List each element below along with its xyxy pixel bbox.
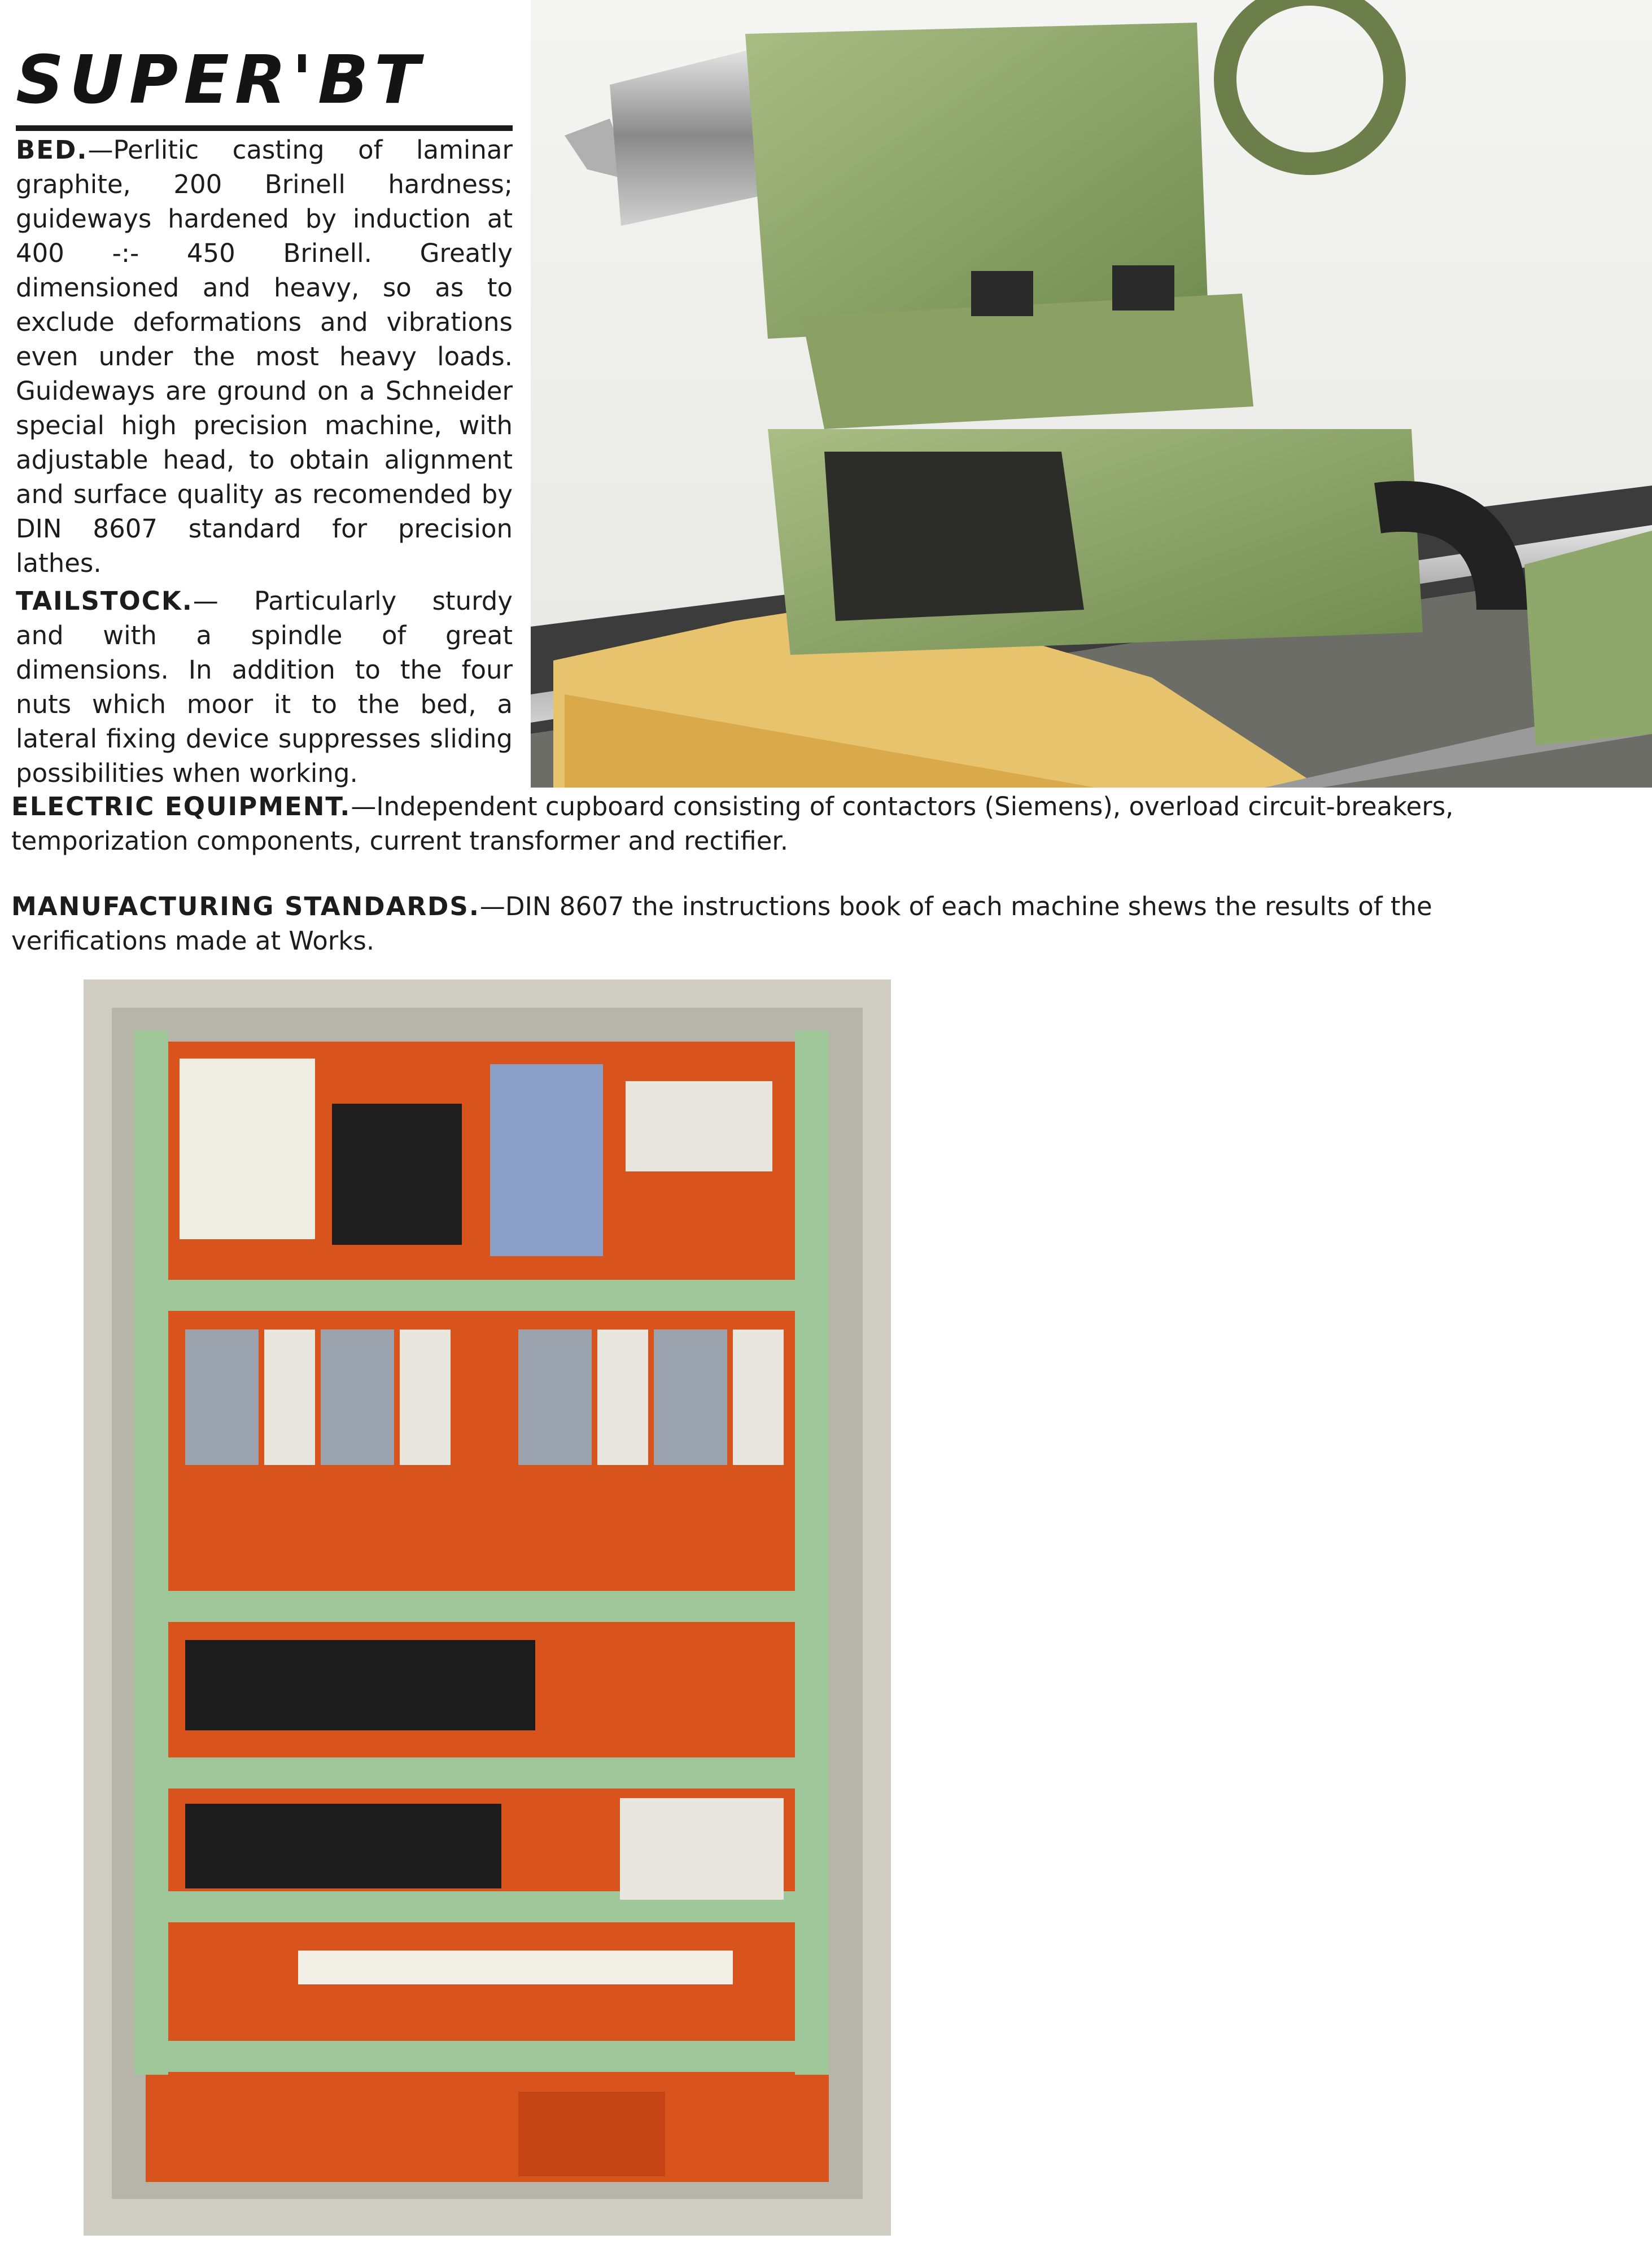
tailstock-heading: TAILSTOCK.	[16, 586, 193, 616]
left-column-text	[16, 133, 513, 794]
electric-paragraph	[11, 789, 1513, 858]
cabinet-photo	[84, 979, 891, 2236]
standards-heading: MANUFACTURING STANDARDS.	[11, 891, 480, 921]
page-title: SUPER'BT	[16, 41, 513, 131]
bed-paragraph	[16, 133, 513, 580]
bed-text: —Perlitic casting of laminar graphite, 200 Brinell hardness; guideways hardened by induction at 400 -:- 450 Brinell. Greatly dimensioned and heavy, so as to exclude deformations and vibrations even under the most heavy loads. Guideways are ground on a Schneider special high precision machine, with adjustable head, to obtain alignment and surface quality as recomended by DIN 8607 standard for precision lathes.	[16, 135, 513, 578]
tailstock-text: — Particularly sturdy and with a spindle of great dimensions. In addition to the four nuts which moor it to the bed, a lateral fixing device suppresses sliding possibilities when working.	[16, 586, 513, 788]
standards-paragraph	[11, 889, 1513, 958]
electric-text: —Independent cupboard consisting of contactors (Siemens), overload circuit-breakers, temporization components, current transformer and rectifier.	[11, 792, 1454, 856]
bed-heading: BED.	[16, 135, 88, 165]
tailstock-paragraph	[16, 584, 513, 790]
standards-text: —DIN 8607 the instructions book of each machine shews the results of the verifications made at Works.	[11, 891, 1432, 956]
electric-heading: ELECTRIC EQUIPMENT.	[11, 792, 351, 821]
tailstock-photo	[531, 0, 1652, 788]
